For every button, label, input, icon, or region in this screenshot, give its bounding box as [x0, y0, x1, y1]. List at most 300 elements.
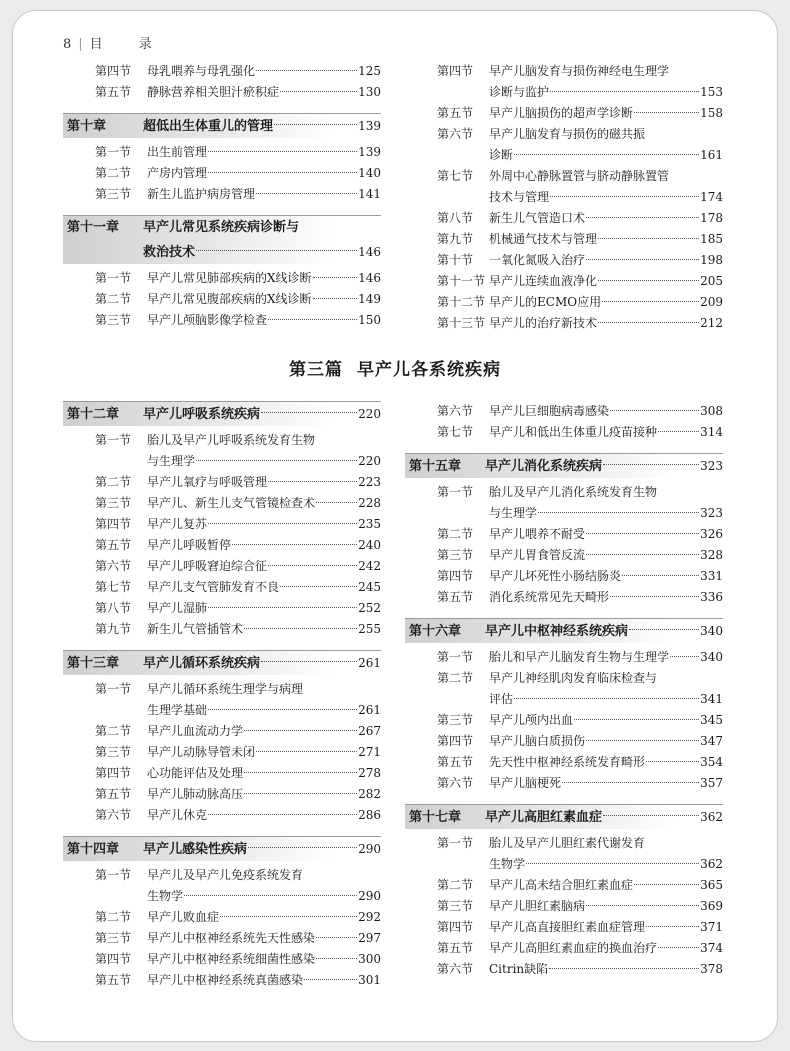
- dot-leader: [634, 112, 699, 113]
- section-title-continued: 生物学: [489, 857, 526, 871]
- toc-entry[interactable]: [63, 598, 381, 619]
- dot-leader: [598, 238, 699, 239]
- section-number: 第五节: [437, 941, 474, 955]
- page-header: [63, 33, 168, 52]
- toc-entry[interactable]: [63, 805, 381, 826]
- page-ref: 341: [700, 692, 723, 706]
- page-ref: 139: [358, 145, 381, 159]
- toc-entry[interactable]: [405, 938, 723, 959]
- section-title: 早产儿高未结合胆红素血症: [489, 878, 634, 892]
- toc-entry[interactable]: [63, 514, 381, 535]
- toc-entry[interactable]: [63, 907, 381, 928]
- section-title: 胎儿及早产儿呼吸系统发育生物: [147, 433, 316, 447]
- page-ref: 242: [358, 559, 381, 573]
- page-ref: 328: [700, 548, 723, 562]
- dot-leader: [316, 958, 357, 959]
- page-ref: 301: [358, 973, 381, 987]
- page-ref: 209: [700, 295, 723, 309]
- toc-entry-continued[interactable]: [405, 503, 723, 524]
- page-ref: 326: [700, 527, 723, 541]
- page-ref: 158: [700, 106, 723, 120]
- toc-entry[interactable]: [405, 103, 723, 124]
- section-number: 第三节: [437, 548, 474, 562]
- page-ref: 185: [700, 232, 723, 246]
- toc-entry[interactable]: [63, 82, 381, 103]
- dot-leader: [646, 926, 699, 927]
- section-title: 胎儿及早产儿消化系统发育生物: [489, 485, 658, 499]
- section-title: 早产儿颅内出血: [489, 713, 574, 727]
- section-number: 第四节: [95, 952, 132, 966]
- dot-leader: [208, 607, 357, 608]
- chapter-number: 第十章: [67, 119, 107, 134]
- chapter-title: 早产儿感染性疾病: [143, 842, 248, 857]
- toc-entry[interactable]: [405, 752, 723, 773]
- page-ref: 290: [358, 889, 381, 903]
- page-ref: 340: [700, 624, 723, 638]
- toc-entry[interactable]: [63, 556, 381, 577]
- section-title-continued: 与生理学: [147, 454, 196, 468]
- toc-entry[interactable]: [405, 668, 723, 689]
- section-number: 第二节: [95, 910, 132, 924]
- toc-entry[interactable]: [63, 949, 381, 970]
- section-number: 第二节: [95, 292, 132, 306]
- toc-entry-continued[interactable]: [405, 689, 723, 710]
- page-ref: 261: [358, 703, 381, 717]
- section-title: 早产儿脑白质损伤: [489, 734, 586, 748]
- section-title: 早产儿血流动力学: [147, 724, 244, 738]
- chapter-heading[interactable]: [405, 618, 723, 643]
- section-number: 第三节: [437, 713, 474, 727]
- section-number: 第八节: [95, 601, 132, 615]
- dot-leader: [261, 661, 357, 662]
- section-number: 第四节: [95, 766, 132, 780]
- toc-entry[interactable]: [63, 742, 381, 763]
- section-number: 第八节: [437, 211, 474, 225]
- dot-leader: [670, 656, 699, 657]
- section-title: 早产儿高直接胆红素血症管理: [489, 920, 646, 934]
- page-ref: 255: [358, 622, 381, 636]
- header-title: 目 录: [89, 37, 168, 52]
- page-ref: 331: [700, 569, 723, 583]
- toc-entry[interactable]: [63, 763, 381, 784]
- dot-leader: [586, 217, 699, 218]
- toc-entry[interactable]: [63, 142, 381, 163]
- section-title: 早产儿动脉导管未闭: [147, 745, 256, 759]
- dot-leader: [610, 596, 699, 597]
- toc-entry[interactable]: [63, 289, 381, 310]
- page-ref: 292: [358, 910, 381, 924]
- toc-entry[interactable]: [405, 271, 723, 292]
- dot-leader: [646, 761, 699, 762]
- bottom-left-column: [63, 391, 381, 991]
- chapter-number: 第十五章: [409, 459, 462, 474]
- page-ref: 141: [358, 187, 381, 201]
- section-title: 早产儿中枢神经系统细菌性感染: [147, 952, 316, 966]
- toc-entry[interactable]: [405, 482, 723, 503]
- page-ref: 178: [700, 211, 723, 225]
- page-ref: 198: [700, 253, 723, 267]
- dot-leader: [586, 554, 699, 555]
- toc-entry[interactable]: [405, 250, 723, 271]
- section-title: 胎儿和早产儿脑发育生物与生理学: [489, 650, 670, 664]
- section-number: 第七节: [437, 425, 474, 439]
- toc-entry[interactable]: [63, 970, 381, 991]
- page-ref: 308: [700, 404, 723, 418]
- section-title: 早产儿高胆红素血症的换血治疗: [489, 941, 658, 955]
- chapter-title: 超低出生体重儿的管理: [143, 119, 274, 134]
- dot-leader: [196, 250, 357, 251]
- chapter-number: 第十六章: [409, 624, 462, 639]
- toc-entry[interactable]: [63, 310, 381, 331]
- toc-entry[interactable]: [405, 587, 723, 608]
- toc-entry[interactable]: [63, 679, 381, 700]
- section-number: 第二节: [437, 878, 474, 892]
- page-ref: 125: [358, 64, 381, 78]
- header-separator: |: [78, 37, 84, 52]
- section-number: 第五节: [95, 973, 132, 987]
- page-ref: 130: [358, 85, 381, 99]
- dot-leader: [268, 481, 357, 482]
- page-ref: 139: [358, 119, 381, 133]
- section-number: 第六节: [437, 962, 474, 976]
- chapter-heading[interactable]: [63, 113, 381, 138]
- section-title: 先天性中枢神经系统发育畸形: [489, 755, 646, 769]
- section-title: 早产儿呼吸窘迫综合征: [147, 559, 268, 573]
- dot-leader: [316, 502, 357, 503]
- chapter-heading[interactable]: [405, 804, 723, 829]
- page-ref: 205: [700, 274, 723, 288]
- section-title: 胎儿及早产儿胆红素代谢发育: [489, 836, 646, 850]
- dot-leader: [244, 793, 357, 794]
- section-title: 早产儿的治疗新技术: [489, 316, 598, 330]
- section-number: 第四节: [437, 920, 474, 934]
- chapter-heading[interactable]: [63, 836, 381, 861]
- page-ref: 140: [358, 166, 381, 180]
- section-number: 第六节: [95, 559, 132, 573]
- dot-leader: [208, 172, 357, 173]
- page-ref: 271: [358, 745, 381, 759]
- chapter-title: 早产儿中枢神经系统疾病: [485, 624, 629, 639]
- section-title: 早产儿喂养不耐受: [489, 527, 586, 541]
- toc-entry[interactable]: [405, 833, 723, 854]
- dot-leader: [538, 512, 699, 513]
- page-ref: 174: [700, 190, 723, 204]
- toc-entry[interactable]: [63, 721, 381, 742]
- page-ref: 362: [700, 857, 723, 871]
- section-title: 早产儿和低出生体重儿疫苗接种: [489, 425, 658, 439]
- section-number: 第十二节: [437, 295, 486, 309]
- section-number: 第五节: [95, 538, 132, 552]
- page-ref: 290: [358, 842, 381, 856]
- section-title: 消化系统常见先天畸形: [489, 590, 610, 604]
- section-number: 第六节: [95, 808, 132, 822]
- section-title: 早产儿循环系统生理学与病理: [147, 682, 304, 696]
- toc-entry[interactable]: [63, 184, 381, 205]
- dot-leader: [232, 544, 357, 545]
- section-number: 第二节: [437, 671, 474, 685]
- dot-leader: [313, 298, 358, 299]
- dot-leader: [550, 91, 699, 92]
- section-title: 一氧化氮吸入治疗: [489, 253, 586, 267]
- section-title: 早产儿脑发育与损伤的磁共振: [489, 127, 646, 141]
- section-title-continued: 诊断: [489, 148, 514, 162]
- page-ref: 267: [358, 724, 381, 738]
- section-title: 早产儿复苏: [147, 517, 208, 531]
- section-number: 第六节: [437, 404, 474, 418]
- toc-entry-continued[interactable]: [405, 187, 723, 208]
- page-ref: 146: [358, 271, 381, 285]
- toc-entry[interactable]: [63, 61, 381, 82]
- toc-entry[interactable]: [405, 710, 723, 731]
- page-ref: 345: [700, 713, 723, 727]
- chapter-number: 第十三章: [67, 656, 120, 671]
- toc-entry[interactable]: [63, 493, 381, 514]
- dot-leader: [602, 301, 699, 302]
- chapter-title: 早产儿呼吸系统疾病: [143, 407, 261, 422]
- page-ref: 362: [700, 810, 723, 824]
- section-title: 早产儿及早产儿免疫系统发育: [147, 868, 304, 882]
- toc-entry[interactable]: [405, 208, 723, 229]
- section-number: 第二节: [95, 724, 132, 738]
- bottom-right-column: [405, 401, 723, 980]
- toc-entry[interactable]: [405, 959, 723, 980]
- toc-entry[interactable]: [63, 784, 381, 805]
- section-number: 第四节: [437, 64, 474, 78]
- section-title: 早产儿颅脑影像学检查: [147, 313, 268, 327]
- top-left-column: [63, 61, 381, 331]
- section-number: 第三节: [95, 496, 132, 510]
- chapter-number: 第十二章: [67, 407, 120, 422]
- section-title: 早产儿湿肺: [147, 601, 208, 615]
- dot-leader: [268, 319, 357, 320]
- toc-entry[interactable]: [405, 917, 723, 938]
- toc-entry[interactable]: [63, 865, 381, 886]
- toc-entry[interactable]: [405, 313, 723, 334]
- toc-entry[interactable]: [405, 731, 723, 752]
- dot-leader: [629, 629, 699, 630]
- section-title: 早产儿肺动脉高压: [147, 787, 244, 801]
- section-title: 出生前管理: [147, 145, 208, 159]
- dot-leader: [256, 70, 357, 71]
- toc-entry[interactable]: [405, 422, 723, 443]
- dot-leader: [313, 277, 358, 278]
- section-number: 第一节: [95, 868, 132, 882]
- page-ref: 282: [358, 787, 381, 801]
- section-number: 第一节: [437, 650, 474, 664]
- section-title: 早产儿败血症: [147, 910, 220, 924]
- dot-leader: [526, 863, 699, 864]
- section-title-continued: 技术与管理: [489, 190, 550, 204]
- section-number: 第四节: [437, 569, 474, 583]
- section-title: 早产儿休克: [147, 808, 208, 822]
- dot-leader: [622, 575, 699, 576]
- section-number: 第四节: [437, 734, 474, 748]
- toc-entry[interactable]: [405, 773, 723, 794]
- section-title: 早产儿连续血液净化: [489, 274, 598, 288]
- page-ref: 369: [700, 899, 723, 913]
- section-number: 第五节: [95, 85, 132, 99]
- dot-leader: [208, 151, 357, 152]
- section-title: 机械通气技术与管理: [489, 232, 598, 246]
- section-number: 第三节: [95, 187, 132, 201]
- page-ref: 365: [700, 878, 723, 892]
- chapter-title: 早产儿高胆红素血症: [485, 810, 603, 825]
- section-number: 第六节: [437, 776, 474, 790]
- section-title: 早产儿常见肺部疾病的X线诊断: [147, 271, 312, 285]
- page-ref: 223: [358, 475, 381, 489]
- section-title: 早产儿脑发育与损伤神经电生理学: [489, 64, 670, 78]
- page-ref: 323: [700, 506, 723, 520]
- page-ref: 340: [700, 650, 723, 664]
- toc-entry[interactable]: [63, 430, 381, 451]
- toc-entry-continued[interactable]: [405, 854, 723, 875]
- toc-entry[interactable]: [405, 875, 723, 896]
- section-title-continued: 与生理学: [489, 506, 538, 520]
- toc-entry-continued[interactable]: [63, 886, 381, 907]
- chapter-number: 第十四章: [67, 842, 120, 857]
- section-number: 第二节: [95, 475, 132, 489]
- part-heading[interactable]: [13, 355, 777, 380]
- section-title: 早产儿巨细胞病毒感染: [489, 404, 610, 418]
- page-ref: 278: [358, 766, 381, 780]
- page-ref: 286: [358, 808, 381, 822]
- toc-entry[interactable]: [405, 292, 723, 313]
- toc-entry[interactable]: [63, 163, 381, 184]
- section-title: 早产儿呼吸暂停: [147, 538, 232, 552]
- section-title: 新生儿气管造口术: [489, 211, 586, 225]
- toc-entry-continued[interactable]: [405, 145, 723, 166]
- page-ref: 371: [700, 920, 723, 934]
- section-title: 早产儿胃食管反流: [489, 548, 586, 562]
- section-title: 新生儿监护病房管理: [147, 187, 256, 201]
- toc-entry[interactable]: [405, 229, 723, 250]
- dot-leader: [220, 916, 357, 917]
- section-number: 第三节: [95, 745, 132, 759]
- section-number: 第三节: [95, 313, 132, 327]
- dot-leader: [316, 937, 357, 938]
- dot-leader: [244, 628, 357, 629]
- dot-leader: [244, 772, 357, 773]
- section-number: 第九节: [437, 232, 474, 246]
- section-number: 第二节: [95, 166, 132, 180]
- chapter-heading[interactable]: [63, 650, 381, 675]
- toc-entry[interactable]: [405, 566, 723, 587]
- page-ref: 336: [700, 590, 723, 604]
- section-number: 第二节: [437, 527, 474, 541]
- page-ref: 357: [700, 776, 723, 790]
- section-title: Citrin缺陷: [489, 962, 549, 976]
- section-title: 早产儿胆红素脑病: [489, 899, 586, 913]
- chapter-number: 第十七章: [409, 810, 462, 825]
- toc-entry[interactable]: [405, 647, 723, 668]
- section-number: 第一节: [95, 271, 132, 285]
- dot-leader: [586, 259, 699, 260]
- page-ref: 220: [358, 454, 381, 468]
- chapter-title: 早产儿循环系统疾病: [143, 656, 261, 671]
- toc-entry[interactable]: [405, 896, 723, 917]
- dot-leader: [244, 730, 357, 731]
- section-title: 早产儿神经肌肉发育临床检查与: [489, 671, 658, 685]
- section-title: 早产儿中枢神经系统真菌感染: [147, 973, 304, 987]
- toc-entry-continued[interactable]: [405, 82, 723, 103]
- section-title: 静脉营养相关胆汁瘀积症: [147, 85, 280, 99]
- toc-entry[interactable]: [63, 472, 381, 493]
- toc-entry[interactable]: [405, 124, 723, 145]
- page-ref: 245: [358, 580, 381, 594]
- section-number: 第四节: [95, 517, 132, 531]
- top-right-column: [405, 61, 723, 334]
- part-number: 第三篇: [289, 360, 343, 380]
- chapter-heading[interactable]: [63, 401, 381, 426]
- section-title-continued: 生物学: [147, 889, 184, 903]
- chapter-title-continued: 救治技术: [143, 245, 196, 260]
- dot-leader: [261, 412, 357, 413]
- toc-entry[interactable]: [63, 619, 381, 640]
- section-number: 第五节: [437, 106, 474, 120]
- section-title: 外周中心静脉置管与脐动静脉置管: [489, 169, 670, 183]
- section-title: 早产儿坏死性小肠结肠炎: [489, 569, 622, 583]
- dot-leader: [274, 124, 357, 125]
- page-ref: 240: [358, 538, 381, 552]
- chapter-heading[interactable]: [405, 453, 723, 478]
- toc-page: [12, 10, 778, 1042]
- section-title: 新生儿气管插管术: [147, 622, 244, 636]
- toc-entry[interactable]: [405, 401, 723, 422]
- section-number: 第十三节: [437, 316, 486, 330]
- page-ref: 220: [358, 407, 381, 421]
- page-ref: 161: [700, 148, 723, 162]
- dot-leader: [562, 782, 699, 783]
- toc-entry[interactable]: [405, 545, 723, 566]
- section-number: 第三节: [437, 899, 474, 913]
- section-title: 早产儿中枢神经系统先天性感染: [147, 931, 316, 945]
- toc-entry[interactable]: [63, 577, 381, 598]
- toc-entry[interactable]: [405, 61, 723, 82]
- section-number: 第五节: [95, 787, 132, 801]
- toc-entry[interactable]: [405, 166, 723, 187]
- dot-leader: [304, 979, 357, 980]
- dot-leader: [256, 193, 357, 194]
- section-number: 第十节: [437, 253, 474, 267]
- chapter-title: 早产儿消化系统疾病: [485, 459, 603, 474]
- page-ref: 300: [358, 952, 381, 966]
- toc-entry-continued[interactable]: [63, 451, 381, 472]
- section-number: 第三节: [95, 931, 132, 945]
- dot-leader: [268, 565, 357, 566]
- dot-leader: [610, 410, 699, 411]
- dot-leader: [586, 905, 699, 906]
- section-title: 早产儿脑梗死: [489, 776, 562, 790]
- dot-leader: [208, 709, 357, 710]
- section-number: 第四节: [95, 64, 132, 78]
- section-number: 第五节: [437, 590, 474, 604]
- section-title: 产房内管理: [147, 166, 208, 180]
- toc-entry[interactable]: [63, 928, 381, 949]
- section-number: 第十一节: [437, 274, 486, 288]
- chapter-heading[interactable]: [63, 215, 381, 264]
- page-ref: 146: [358, 245, 381, 259]
- dot-leader: [256, 751, 357, 752]
- toc-entry[interactable]: [405, 524, 723, 545]
- section-number: 第七节: [95, 580, 132, 594]
- dot-leader: [603, 815, 699, 816]
- toc-entry[interactable]: [63, 535, 381, 556]
- toc-entry-continued[interactable]: [63, 700, 381, 721]
- section-number: 第一节: [95, 145, 132, 159]
- toc-entry[interactable]: [63, 268, 381, 289]
- dot-leader: [514, 698, 699, 699]
- dot-leader: [208, 814, 357, 815]
